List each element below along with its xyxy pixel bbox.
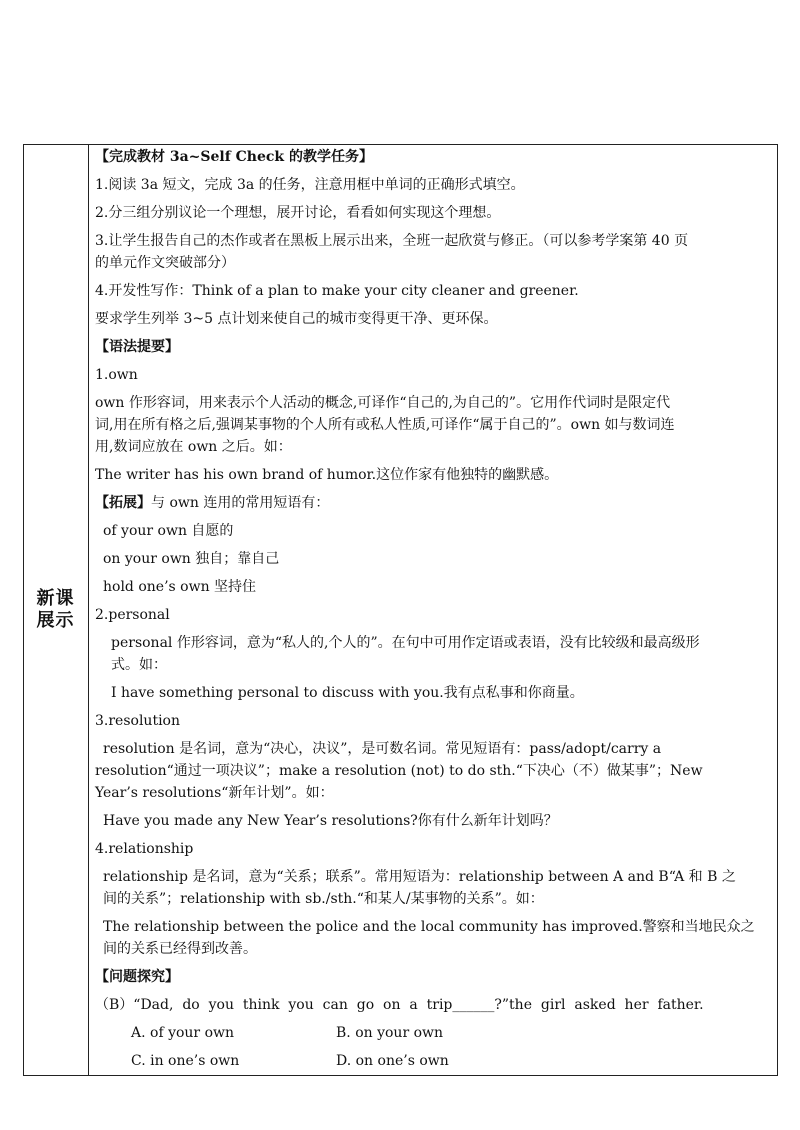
problem-question: （B）“Dad, do you think you can go on a trip______?”the girl asked her father. [95, 997, 704, 1013]
phrase-item: of your own 自愿的 [103, 523, 234, 539]
resolution-desc-line: resolution“通过一项决议”；make a resolution (not) to do sth.“下决心（不）做某事”；New [95, 763, 703, 779]
own-desc-line: 词,用在所有格之后,强调某事物的个人所有或私人性质,可译作“属于自己的”。own 如与数词连 [95, 417, 675, 433]
phrase-item: hold one’s own 坚持住 [103, 579, 257, 595]
option-a: A. of your own [131, 1025, 234, 1041]
personal-example: I have something personal to discuss with you.我有点私事和你商量。 [111, 685, 584, 701]
own-description [95, 392, 770, 458]
option-d: D. on one’s own [336, 1053, 449, 1069]
personal-description [95, 632, 770, 676]
relationship-desc-line: relationship 是名词，意为“关系；联系”。常用短语为：relationship between A and B“A 和 B 之 [103, 869, 736, 885]
relationship-description [95, 866, 770, 910]
side-label: 新课 展示 [36, 588, 75, 631]
relationship-title: 4.relationship [95, 841, 194, 857]
own-title: 1.own [95, 367, 138, 383]
task-item-1: 1.阅读 3a 短文，完成 3a 的任务，注意用框中单词的正确形式填空。 [95, 177, 525, 193]
task-item-3-cont: 的单元作文突破部分） [95, 255, 235, 271]
expand-text: 与 own 连用的常用短语有： [151, 495, 330, 511]
relationship-example [95, 916, 770, 960]
tasks-heading: 【完成教材 3a~Self Check 的教学任务】 [95, 149, 373, 165]
task-item-5: 要求学生列举 3~5 点计划来使自己的城市变得更干净、更环保。 [95, 311, 498, 327]
resolution-desc-line: Year’s resolutions“新年计划”。如： [95, 785, 334, 801]
options-row-2 [95, 1050, 770, 1072]
resolution-example: Have you made any New Year’s resolutions?你有什么新年计划吗？ [103, 813, 558, 829]
relationship-example-line: 间的关系已经得到改善。 [103, 941, 257, 957]
personal-desc-line: 式。如： [111, 657, 167, 673]
task-item-4: 4.开发性写作：Think of a plan to make your city cleaner and greener. [95, 283, 579, 299]
own-desc-line: 用,数词应放在 own 之后。如： [95, 439, 292, 455]
own-example: The writer has his own brand of humor.这位作家有他独特的幽默感。 [95, 467, 559, 483]
own-desc-line: own 作形容词，用来表示个人活动的概念,可译作“自己的,为自己的”。它用作代词时是限定代 [95, 395, 671, 411]
option-c: C. in one’s own [131, 1053, 240, 1069]
phrase-item: on your own 独自；靠自己 [103, 551, 280, 567]
expand-line [95, 492, 770, 514]
side-column [23, 144, 88, 1076]
content-cell [95, 146, 770, 1072]
resolution-title: 3.resolution [95, 713, 180, 729]
relationship-desc-line: 间的关系”；relationship with sb./sth.“和某人/某事物的关系”。如： [103, 891, 544, 907]
option-b: B. on your own [336, 1025, 444, 1041]
relationship-example-line: The relationship between the police and the local community has improved.警察和当地民众之 [103, 919, 755, 935]
personal-desc-line: personal 作形容词，意为“私人的,个人的”。在句中可用作定语或表语，没有比较级和最高级形 [111, 635, 700, 651]
resolution-desc-line: resolution 是名词，意为“决心，决议”，是可数名词。常见短语有：pass/adopt/carry a [103, 741, 662, 757]
expand-heading: 【拓展】 [95, 495, 151, 511]
options-row-1 [95, 1022, 770, 1044]
task-item-3: 3.让学生报告自己的杰作或者在黑板上展示出来，全班一起欣赏与修正。（可以参考学案第 40 页 [95, 233, 689, 249]
grammar-heading: 【语法提要】 [95, 339, 179, 355]
personal-title: 2.personal [95, 607, 170, 623]
resolution-description [95, 738, 770, 804]
column-divider [88, 144, 89, 1076]
task-item-2: 2.分三组分别议论一个理想，展开讨论，看看如何实现这个理想。 [95, 205, 501, 221]
problem-heading: 【问题探究】 [95, 969, 179, 985]
